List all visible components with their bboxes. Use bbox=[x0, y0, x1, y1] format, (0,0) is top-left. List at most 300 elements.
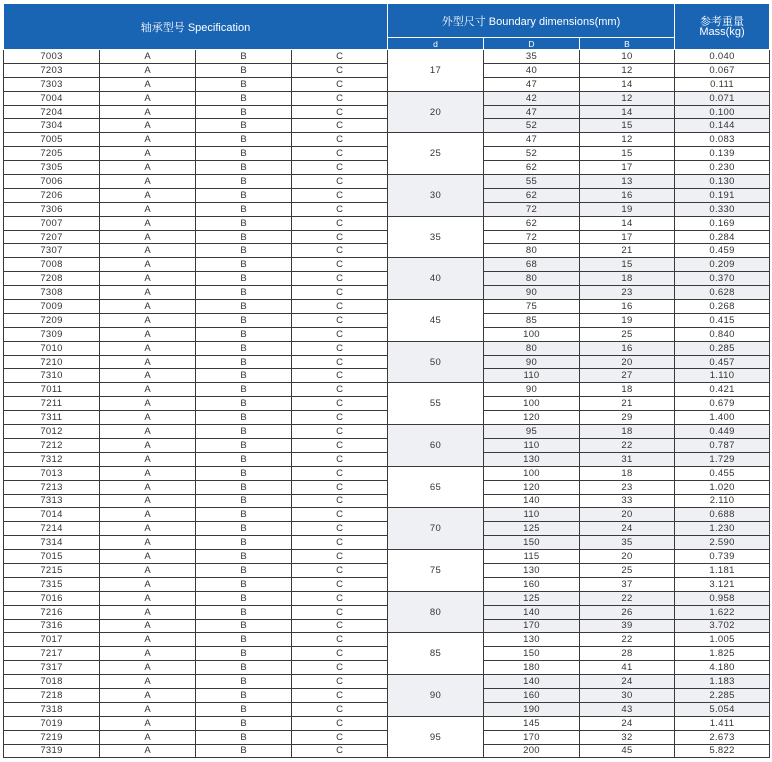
bore-diameter-cell: 50 bbox=[388, 341, 484, 383]
type-c-cell: C bbox=[292, 258, 388, 272]
width-cell: 24 bbox=[580, 675, 675, 689]
type-a-cell: A bbox=[100, 133, 196, 147]
type-a-cell: A bbox=[100, 161, 196, 175]
type-a-cell: A bbox=[100, 425, 196, 439]
width-cell: 19 bbox=[580, 313, 675, 327]
outer-diameter-cell: 145 bbox=[484, 716, 580, 730]
width-cell: 37 bbox=[580, 577, 675, 591]
width-cell: 17 bbox=[580, 161, 675, 175]
width-cell: 20 bbox=[580, 508, 675, 522]
table-row bbox=[4, 661, 770, 675]
mass-cell: 0.083 bbox=[675, 133, 770, 147]
table-row bbox=[4, 466, 770, 480]
width-cell: 15 bbox=[580, 258, 675, 272]
type-c-cell: C bbox=[292, 230, 388, 244]
width-cell: 17 bbox=[580, 230, 675, 244]
spec-table-container bbox=[3, 3, 769, 758]
table-body bbox=[4, 50, 770, 758]
width-cell: 20 bbox=[580, 355, 675, 369]
type-a-cell: A bbox=[100, 550, 196, 564]
mass-cell: 0.457 bbox=[675, 355, 770, 369]
outer-diameter-cell: 62 bbox=[484, 188, 580, 202]
type-b-cell: B bbox=[196, 369, 292, 383]
type-c-cell: C bbox=[292, 50, 388, 64]
bore-diameter-cell: 55 bbox=[388, 383, 484, 425]
type-b-cell: B bbox=[196, 744, 292, 758]
type-a-cell: A bbox=[100, 716, 196, 730]
model-cell: 7218 bbox=[4, 688, 100, 702]
model-cell: 7018 bbox=[4, 675, 100, 689]
width-cell: 22 bbox=[580, 633, 675, 647]
outer-diameter-cell: 80 bbox=[484, 244, 580, 258]
mass-cell: 0.330 bbox=[675, 202, 770, 216]
model-cell: 7213 bbox=[4, 480, 100, 494]
outer-diameter-column-header: D bbox=[484, 38, 580, 50]
mass-cell: 0.100 bbox=[675, 105, 770, 119]
table-row bbox=[4, 730, 770, 744]
model-cell: 7012 bbox=[4, 425, 100, 439]
width-cell: 16 bbox=[580, 188, 675, 202]
type-b-cell: B bbox=[196, 675, 292, 689]
mass-cell: 0.628 bbox=[675, 286, 770, 300]
type-c-cell: C bbox=[292, 272, 388, 286]
mass-cell: 0.169 bbox=[675, 216, 770, 230]
type-b-cell: B bbox=[196, 452, 292, 466]
width-cell: 41 bbox=[580, 661, 675, 675]
outer-diameter-cell: 110 bbox=[484, 508, 580, 522]
mass-cell: 4.180 bbox=[675, 661, 770, 675]
outer-diameter-cell: 68 bbox=[484, 258, 580, 272]
model-cell: 7306 bbox=[4, 202, 100, 216]
type-c-cell: C bbox=[292, 63, 388, 77]
type-c-cell: C bbox=[292, 77, 388, 91]
mass-cell: 1.400 bbox=[675, 411, 770, 425]
model-cell: 7004 bbox=[4, 91, 100, 105]
type-b-cell: B bbox=[196, 341, 292, 355]
spec-header: 轴承型号 Specification bbox=[4, 4, 388, 50]
outer-diameter-cell: 47 bbox=[484, 133, 580, 147]
width-cell: 15 bbox=[580, 147, 675, 161]
type-a-cell: A bbox=[100, 50, 196, 64]
type-c-cell: C bbox=[292, 369, 388, 383]
table-header bbox=[4, 4, 770, 50]
type-a-cell: A bbox=[100, 383, 196, 397]
model-cell: 7305 bbox=[4, 161, 100, 175]
type-b-cell: B bbox=[196, 50, 292, 64]
type-c-cell: C bbox=[292, 675, 388, 689]
width-cell: 16 bbox=[580, 300, 675, 314]
width-cell: 35 bbox=[580, 536, 675, 550]
mass-cell: 0.415 bbox=[675, 313, 770, 327]
model-cell: 7016 bbox=[4, 591, 100, 605]
type-c-cell: C bbox=[292, 619, 388, 633]
type-a-cell: A bbox=[100, 77, 196, 91]
table-row bbox=[4, 147, 770, 161]
model-cell: 7006 bbox=[4, 175, 100, 189]
type-b-cell: B bbox=[196, 133, 292, 147]
type-b-cell: B bbox=[196, 105, 292, 119]
type-b-cell: B bbox=[196, 202, 292, 216]
type-b-cell: B bbox=[196, 466, 292, 480]
table-row bbox=[4, 411, 770, 425]
width-column-header: B bbox=[580, 38, 675, 50]
table-row bbox=[4, 716, 770, 730]
mass-cell: 0.067 bbox=[675, 63, 770, 77]
type-c-cell: C bbox=[292, 452, 388, 466]
type-c-cell: C bbox=[292, 341, 388, 355]
model-cell: 7307 bbox=[4, 244, 100, 258]
width-cell: 30 bbox=[580, 688, 675, 702]
type-c-cell: C bbox=[292, 397, 388, 411]
mass-cell: 2.285 bbox=[675, 688, 770, 702]
width-cell: 31 bbox=[580, 452, 675, 466]
mass-cell: 0.268 bbox=[675, 300, 770, 314]
type-b-cell: B bbox=[196, 397, 292, 411]
table-row bbox=[4, 272, 770, 286]
outer-diameter-cell: 35 bbox=[484, 50, 580, 64]
mass-cell: 0.688 bbox=[675, 508, 770, 522]
type-b-cell: B bbox=[196, 688, 292, 702]
type-a-cell: A bbox=[100, 202, 196, 216]
model-cell: 7005 bbox=[4, 133, 100, 147]
outer-diameter-cell: 47 bbox=[484, 77, 580, 91]
width-cell: 16 bbox=[580, 341, 675, 355]
type-b-cell: B bbox=[196, 647, 292, 661]
type-b-cell: B bbox=[196, 702, 292, 716]
mass-cell: 1.622 bbox=[675, 605, 770, 619]
type-a-cell: A bbox=[100, 147, 196, 161]
type-b-cell: B bbox=[196, 730, 292, 744]
width-cell: 18 bbox=[580, 383, 675, 397]
type-c-cell: C bbox=[292, 286, 388, 300]
table-row bbox=[4, 91, 770, 105]
mass-cell: 0.840 bbox=[675, 327, 770, 341]
outer-diameter-cell: 40 bbox=[484, 63, 580, 77]
outer-diameter-cell: 110 bbox=[484, 438, 580, 452]
mass-cell: 0.787 bbox=[675, 438, 770, 452]
outer-diameter-cell: 150 bbox=[484, 647, 580, 661]
bore-diameter-cell: 65 bbox=[388, 466, 484, 508]
outer-diameter-cell: 62 bbox=[484, 161, 580, 175]
type-c-cell: C bbox=[292, 716, 388, 730]
type-a-cell: A bbox=[100, 536, 196, 550]
model-cell: 7007 bbox=[4, 216, 100, 230]
type-a-cell: A bbox=[100, 702, 196, 716]
type-b-cell: B bbox=[196, 438, 292, 452]
mass-cell: 2.110 bbox=[675, 494, 770, 508]
outer-diameter-cell: 100 bbox=[484, 397, 580, 411]
boundary-dimensions-header: 外型尺寸 Boundary dimensions(mm) bbox=[388, 4, 675, 38]
type-a-cell: A bbox=[100, 675, 196, 689]
type-b-cell: B bbox=[196, 244, 292, 258]
outer-diameter-cell: 90 bbox=[484, 383, 580, 397]
mass-header bbox=[675, 4, 770, 50]
outer-diameter-cell: 120 bbox=[484, 480, 580, 494]
type-a-cell: A bbox=[100, 730, 196, 744]
model-cell: 7216 bbox=[4, 605, 100, 619]
table-row bbox=[4, 341, 770, 355]
type-a-cell: A bbox=[100, 188, 196, 202]
mass-cell: 0.284 bbox=[675, 230, 770, 244]
bore-diameter-cell: 70 bbox=[388, 508, 484, 550]
outer-diameter-cell: 190 bbox=[484, 702, 580, 716]
mass-cell: 1.005 bbox=[675, 633, 770, 647]
table-row bbox=[4, 133, 770, 147]
model-cell: 7219 bbox=[4, 730, 100, 744]
type-b-cell: B bbox=[196, 411, 292, 425]
outer-diameter-cell: 100 bbox=[484, 466, 580, 480]
table-row bbox=[4, 286, 770, 300]
bearing-spec-table bbox=[3, 3, 770, 758]
width-cell: 24 bbox=[580, 522, 675, 536]
width-cell: 22 bbox=[580, 591, 675, 605]
type-c-cell: C bbox=[292, 244, 388, 258]
table-row bbox=[4, 744, 770, 758]
type-c-cell: C bbox=[292, 730, 388, 744]
width-cell: 33 bbox=[580, 494, 675, 508]
model-cell: 7308 bbox=[4, 286, 100, 300]
table-row bbox=[4, 591, 770, 605]
table-row bbox=[4, 383, 770, 397]
model-cell: 7008 bbox=[4, 258, 100, 272]
type-b-cell: B bbox=[196, 494, 292, 508]
outer-diameter-cell: 125 bbox=[484, 591, 580, 605]
type-b-cell: B bbox=[196, 605, 292, 619]
mass-cell: 0.040 bbox=[675, 50, 770, 64]
outer-diameter-cell: 160 bbox=[484, 688, 580, 702]
type-c-cell: C bbox=[292, 355, 388, 369]
model-cell: 7317 bbox=[4, 661, 100, 675]
model-cell: 7205 bbox=[4, 147, 100, 161]
type-a-cell: A bbox=[100, 244, 196, 258]
bore-diameter-cell: 45 bbox=[388, 300, 484, 342]
model-cell: 7304 bbox=[4, 119, 100, 133]
model-cell: 7313 bbox=[4, 494, 100, 508]
type-b-cell: B bbox=[196, 383, 292, 397]
table-row bbox=[4, 494, 770, 508]
outer-diameter-cell: 72 bbox=[484, 202, 580, 216]
model-cell: 7208 bbox=[4, 272, 100, 286]
type-b-cell: B bbox=[196, 230, 292, 244]
table-row bbox=[4, 647, 770, 661]
mass-cell: 1.411 bbox=[675, 716, 770, 730]
bore-diameter-cell: 17 bbox=[388, 50, 484, 92]
model-cell: 7303 bbox=[4, 77, 100, 91]
type-a-cell: A bbox=[100, 480, 196, 494]
width-cell: 18 bbox=[580, 272, 675, 286]
outer-diameter-cell: 140 bbox=[484, 675, 580, 689]
type-c-cell: C bbox=[292, 508, 388, 522]
table-row bbox=[4, 577, 770, 591]
mass-cell: 1.230 bbox=[675, 522, 770, 536]
table-row bbox=[4, 522, 770, 536]
width-cell: 29 bbox=[580, 411, 675, 425]
type-c-cell: C bbox=[292, 522, 388, 536]
type-c-cell: C bbox=[292, 605, 388, 619]
table-row bbox=[4, 119, 770, 133]
type-c-cell: C bbox=[292, 563, 388, 577]
outer-diameter-cell: 100 bbox=[484, 327, 580, 341]
model-cell: 7211 bbox=[4, 397, 100, 411]
table-row bbox=[4, 63, 770, 77]
mass-cell: 1.110 bbox=[675, 369, 770, 383]
type-c-cell: C bbox=[292, 216, 388, 230]
table-row bbox=[4, 397, 770, 411]
type-a-cell: A bbox=[100, 119, 196, 133]
width-cell: 22 bbox=[580, 438, 675, 452]
outer-diameter-cell: 95 bbox=[484, 425, 580, 439]
type-b-cell: B bbox=[196, 355, 292, 369]
type-b-cell: B bbox=[196, 300, 292, 314]
model-cell: 7318 bbox=[4, 702, 100, 716]
mass-cell: 3.702 bbox=[675, 619, 770, 633]
width-cell: 32 bbox=[580, 730, 675, 744]
type-b-cell: B bbox=[196, 619, 292, 633]
type-a-cell: A bbox=[100, 105, 196, 119]
type-a-cell: A bbox=[100, 230, 196, 244]
type-c-cell: C bbox=[292, 313, 388, 327]
table-row bbox=[4, 702, 770, 716]
type-c-cell: C bbox=[292, 105, 388, 119]
outer-diameter-cell: 75 bbox=[484, 300, 580, 314]
outer-diameter-cell: 140 bbox=[484, 494, 580, 508]
type-b-cell: B bbox=[196, 63, 292, 77]
width-cell: 10 bbox=[580, 50, 675, 64]
type-b-cell: B bbox=[196, 550, 292, 564]
model-cell: 7010 bbox=[4, 341, 100, 355]
bore-diameter-cell: 60 bbox=[388, 425, 484, 467]
mass-cell: 2.590 bbox=[675, 536, 770, 550]
type-c-cell: C bbox=[292, 577, 388, 591]
outer-diameter-cell: 90 bbox=[484, 355, 580, 369]
outer-diameter-cell: 130 bbox=[484, 563, 580, 577]
model-cell: 7210 bbox=[4, 355, 100, 369]
type-a-cell: A bbox=[100, 216, 196, 230]
table-row bbox=[4, 605, 770, 619]
model-cell: 7310 bbox=[4, 369, 100, 383]
type-b-cell: B bbox=[196, 175, 292, 189]
mass-cell: 5.054 bbox=[675, 702, 770, 716]
type-c-cell: C bbox=[292, 202, 388, 216]
type-a-cell: A bbox=[100, 661, 196, 675]
type-a-cell: A bbox=[100, 591, 196, 605]
table-row bbox=[4, 508, 770, 522]
model-cell: 7207 bbox=[4, 230, 100, 244]
outer-diameter-cell: 52 bbox=[484, 147, 580, 161]
type-b-cell: B bbox=[196, 425, 292, 439]
outer-diameter-cell: 130 bbox=[484, 452, 580, 466]
bore-diameter-cell: 40 bbox=[388, 258, 484, 300]
outer-diameter-cell: 130 bbox=[484, 633, 580, 647]
type-a-cell: A bbox=[100, 494, 196, 508]
type-a-cell: A bbox=[100, 369, 196, 383]
width-cell: 23 bbox=[580, 480, 675, 494]
outer-diameter-cell: 140 bbox=[484, 605, 580, 619]
model-cell: 7206 bbox=[4, 188, 100, 202]
type-a-cell: A bbox=[100, 397, 196, 411]
type-a-cell: A bbox=[100, 563, 196, 577]
mass-cell: 0.679 bbox=[675, 397, 770, 411]
mass-cell: 1.181 bbox=[675, 563, 770, 577]
type-a-cell: A bbox=[100, 438, 196, 452]
mass-cell: 0.421 bbox=[675, 383, 770, 397]
type-a-cell: A bbox=[100, 341, 196, 355]
outer-diameter-cell: 170 bbox=[484, 730, 580, 744]
model-cell: 7209 bbox=[4, 313, 100, 327]
type-b-cell: B bbox=[196, 480, 292, 494]
type-b-cell: B bbox=[196, 216, 292, 230]
type-c-cell: C bbox=[292, 466, 388, 480]
type-c-cell: C bbox=[292, 633, 388, 647]
type-c-cell: C bbox=[292, 536, 388, 550]
model-cell: 7309 bbox=[4, 327, 100, 341]
width-cell: 19 bbox=[580, 202, 675, 216]
table-row bbox=[4, 216, 770, 230]
table-row bbox=[4, 355, 770, 369]
width-cell: 23 bbox=[580, 286, 675, 300]
width-cell: 18 bbox=[580, 466, 675, 480]
bore-diameter-cell: 80 bbox=[388, 591, 484, 633]
mass-cell: 0.111 bbox=[675, 77, 770, 91]
table-row bbox=[4, 258, 770, 272]
type-b-cell: B bbox=[196, 313, 292, 327]
width-cell: 27 bbox=[580, 369, 675, 383]
type-a-cell: A bbox=[100, 633, 196, 647]
table-row bbox=[4, 425, 770, 439]
type-a-cell: A bbox=[100, 355, 196, 369]
outer-diameter-cell: 160 bbox=[484, 577, 580, 591]
width-cell: 24 bbox=[580, 716, 675, 730]
type-b-cell: B bbox=[196, 147, 292, 161]
mass-cell: 2.673 bbox=[675, 730, 770, 744]
model-cell: 7315 bbox=[4, 577, 100, 591]
table-row bbox=[4, 77, 770, 91]
mass-cell: 1.825 bbox=[675, 647, 770, 661]
table-row bbox=[4, 50, 770, 64]
width-cell: 39 bbox=[580, 619, 675, 633]
mass-cell: 0.455 bbox=[675, 466, 770, 480]
type-c-cell: C bbox=[292, 688, 388, 702]
outer-diameter-cell: 85 bbox=[484, 313, 580, 327]
model-cell: 7017 bbox=[4, 633, 100, 647]
width-cell: 45 bbox=[580, 744, 675, 758]
mass-header-en: Mass(kg) bbox=[699, 25, 745, 38]
outer-diameter-cell: 52 bbox=[484, 119, 580, 133]
table-row bbox=[4, 619, 770, 633]
mass-cell: 0.449 bbox=[675, 425, 770, 439]
type-b-cell: B bbox=[196, 508, 292, 522]
type-a-cell: A bbox=[100, 508, 196, 522]
type-a-cell: A bbox=[100, 619, 196, 633]
type-c-cell: C bbox=[292, 327, 388, 341]
type-c-cell: C bbox=[292, 438, 388, 452]
bore-diameter-cell: 25 bbox=[388, 133, 484, 175]
mass-cell: 1.729 bbox=[675, 452, 770, 466]
width-cell: 20 bbox=[580, 550, 675, 564]
type-b-cell: B bbox=[196, 591, 292, 605]
table-row bbox=[4, 536, 770, 550]
mass-header-cn: 参考重量 bbox=[700, 15, 745, 28]
mass-cell: 0.739 bbox=[675, 550, 770, 564]
type-b-cell: B bbox=[196, 188, 292, 202]
bore-diameter-cell: 90 bbox=[388, 675, 484, 717]
width-cell: 28 bbox=[580, 647, 675, 661]
outer-diameter-cell: 72 bbox=[484, 230, 580, 244]
type-c-cell: C bbox=[292, 480, 388, 494]
width-cell: 12 bbox=[580, 63, 675, 77]
type-a-cell: A bbox=[100, 577, 196, 591]
mass-cell: 3.121 bbox=[675, 577, 770, 591]
